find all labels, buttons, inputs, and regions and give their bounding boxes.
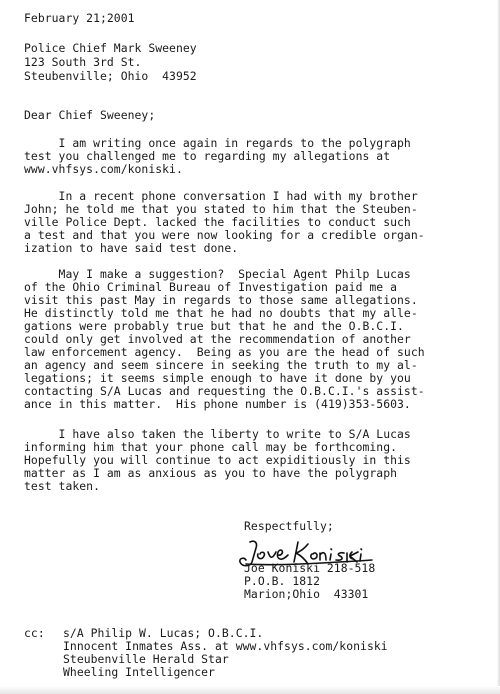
closing: Respectfully;	[244, 519, 334, 533]
paragraph-line: test you challenged me to regarding my allegations at	[24, 149, 391, 163]
paragraph-line: visit this past May in regards to those same allegations.	[24, 293, 418, 307]
paragraph-4	[24, 428, 411, 493]
paragraph-line: Hopefully you will continue to act expiditiously in this	[24, 453, 411, 467]
sender-po-box: P.O.B. 1812	[244, 574, 320, 588]
sender-city: Marion;Ohio 43301	[244, 587, 369, 601]
paragraph-line: test taken.	[24, 479, 100, 493]
cc-item: Steubenville Herald Star	[63, 652, 229, 666]
paragraph-line: legations; it seems simple enough to have it done by you	[24, 371, 411, 385]
paragraph-line: a test and that you were now looking for a credible organ-	[24, 228, 425, 242]
scan-bottom-shadow	[0, 686, 500, 694]
cc-label: cc:	[24, 626, 45, 640]
cc-item: Innocent Inmates Ass. at www.vhfsys.com/koniski	[63, 639, 388, 653]
paragraph-line: John; he told me that you stated to him that the Steuben-	[24, 202, 418, 216]
paragraph-1	[24, 137, 411, 176]
sender-name: Joe Koniski 218-518	[244, 561, 376, 575]
recipient-name: Police Chief Mark Sweeney	[24, 41, 197, 55]
paragraph-line: He distinctly told me that he had no doubts that my alle-	[24, 306, 418, 320]
paragraph-line: an agency and seem sincere in seeking the truth to my al-	[24, 358, 418, 372]
paragraph-line: ance in this matter. His phone number is (419)353-5603.	[24, 397, 411, 411]
paragraph-line: In a recent phone conversation I had with my brother	[24, 189, 418, 203]
paragraph-line: matter as I am as anxious as you to have the polygraph	[24, 466, 398, 480]
paragraph-line: could only get involved at the recommendation of another	[24, 332, 411, 346]
recipient-street: 123 South 3rd St.	[24, 55, 142, 69]
paragraph-line: informing him that your phone call may be forthcoming.	[24, 440, 398, 454]
cc-list	[63, 627, 388, 679]
paragraph-line: of the Ohio Criminal Bureau of Investigation paid me a	[24, 280, 398, 294]
salutation: Dear Chief Sweeney;	[24, 108, 156, 122]
paragraph-line: law enforcement agency. Being as you are the head of such	[24, 345, 425, 359]
paragraph-line: ization to have said test done.	[24, 241, 239, 255]
paragraph-2	[24, 190, 425, 255]
cc-item: s/A Philip W. Lucas; O.B.C.I.	[63, 626, 264, 640]
recipient-city: Steubenville; Ohio 43952	[24, 69, 197, 83]
paragraph-line: gations were probably true but that he and the O.B.C.I.	[24, 319, 404, 333]
paragraph-line: www.vhfsys.com/koniski.	[24, 162, 183, 176]
paragraph-line: ville Police Dept. lacked the facilities to conduct such	[24, 215, 411, 229]
cc-item: Wheeling Intelligencer	[63, 665, 215, 679]
letter-date: February 21;2001	[24, 11, 135, 25]
paragraph-line: I am writing once again in regards to the polygraph	[24, 136, 411, 150]
paragraph-line: May I make a suggestion? Special Agent Philp Lucas	[24, 267, 411, 281]
paragraph-line: contacting S/A Lucas and requesting the O.B.C.I.'s assist-	[24, 384, 425, 398]
paragraph-3	[24, 268, 425, 411]
paragraph-line: I have also taken the liberty to write to S/A Lucas	[24, 427, 411, 441]
